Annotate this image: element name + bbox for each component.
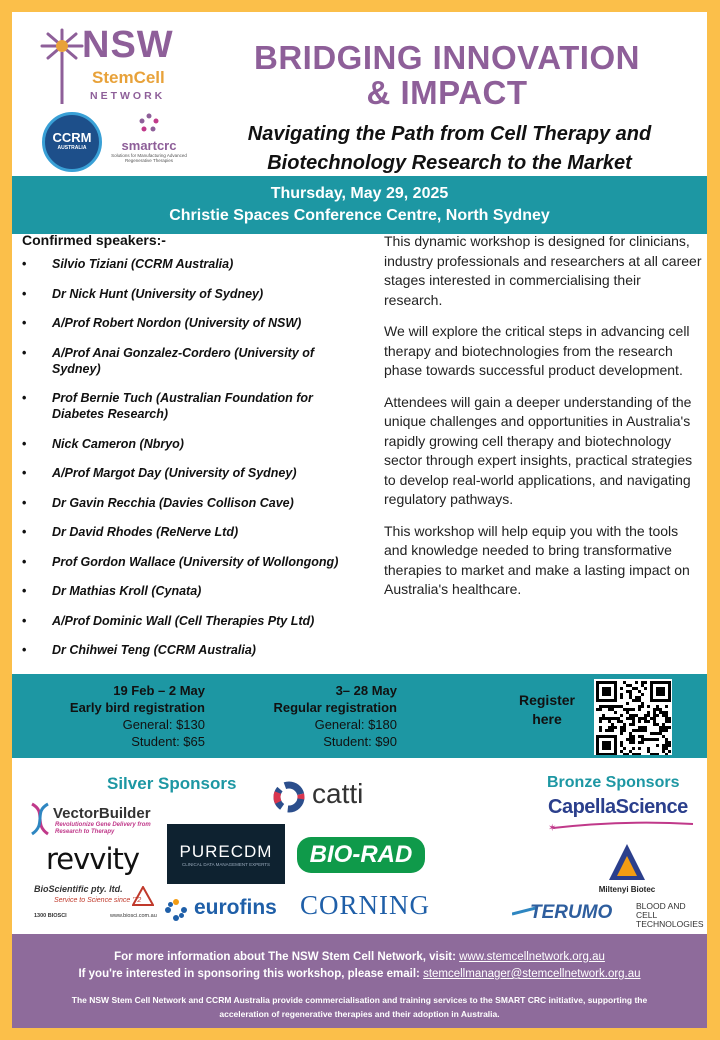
- footer-band: [12, 934, 707, 1028]
- smartcrc-text: smartcrc: [121, 138, 177, 153]
- catti-text: catti: [312, 778, 364, 809]
- bullet-icon: •: [22, 286, 27, 301]
- dna-icon: [27, 802, 53, 836]
- footer-note: The NSW Stem Cell Network and CCRM Australia provide commercialisation and training services to the SMART CRC initiative, supporting the acceleration of regenerative therapies and their adoption in Australia.: [71, 995, 648, 1019]
- capella-swoosh-icon: [548, 818, 698, 832]
- regular-dates: 3– 28 May: [335, 683, 397, 698]
- speaker-name: Dr David Rhodes (ReNerve Ltd): [52, 525, 239, 539]
- bioscientific-web: www.biosci.com.au: [110, 913, 157, 919]
- silver-sponsors-heading: Silver Sponsors: [107, 774, 237, 793]
- sponsor-email-link[interactable]: stemcellmanager@stemcellnetwork.org.au: [423, 968, 641, 980]
- speaker-name: A/Prof Robert Nordon (University of NSW): [52, 316, 302, 330]
- bioscientific-phone: 1300 BIOSCI: [34, 913, 67, 919]
- bullet-icon: •: [22, 584, 27, 598]
- logo-network-text: NETWORK: [90, 90, 166, 102]
- eurofins-text: eurofins: [194, 896, 277, 919]
- capella-science-logo: [548, 796, 698, 836]
- terumo-tag-line-2: TECHNOLOGIES: [636, 919, 704, 929]
- nsw-stemcell-logo: [32, 22, 212, 112]
- vectorbuilder-tag: Revolutionize Gene Delivery from Research to Therapy: [55, 822, 151, 835]
- register-link[interactable]: [512, 691, 582, 729]
- speaker-name: Silvio Tiziani (CCRM Australia): [52, 257, 234, 271]
- smartcrc-logo: [108, 112, 190, 163]
- vectorbuilder-logo: [27, 802, 167, 838]
- eurofins-logo: [164, 896, 289, 924]
- register-line-2: here: [532, 711, 562, 727]
- speaker-item: [22, 465, 362, 481]
- workshop-description: [384, 232, 702, 612]
- bullet-icon: •: [22, 436, 27, 451]
- bioscientific-triangle-icon: [132, 886, 154, 906]
- regular-pricing: [250, 682, 397, 750]
- bronze-sponsors-heading: Bronze Sponsors: [547, 774, 680, 791]
- qr-code-icon: [594, 679, 672, 755]
- footer-sponsor-line: [12, 966, 707, 983]
- early-bird-pricing: [60, 682, 205, 750]
- page-subtitle: [227, 120, 672, 178]
- description-paragraph: This dynamic workshop is designed for clinicians, industry professionals and researchers at all career stages interested in commercialising their research.: [384, 233, 702, 308]
- speaker-name: A/Prof Dominic Wall (Cell Therapies Pty Ltd): [52, 613, 315, 628]
- miltenyi-text: Miltenyi Biotec: [598, 885, 656, 894]
- early-dates: 19 Feb – 2 May: [113, 683, 205, 698]
- corning-logo: CORNING: [300, 890, 431, 920]
- terumo-text: TERUMO: [530, 902, 613, 923]
- early-student-price: Student: $65: [131, 734, 205, 749]
- flyer-page: [12, 12, 707, 1028]
- bullet-icon: •: [22, 554, 27, 569]
- speaker-name: Dr Mathias Kroll (Cynata): [52, 584, 202, 598]
- revvity-logo: revvity: [46, 842, 140, 876]
- speaker-item: [22, 436, 362, 452]
- biorad-logo: BIO-RAD: [297, 837, 425, 873]
- bioscientific-tag: Service to Science since '72: [54, 897, 142, 904]
- speaker-item: [22, 495, 362, 511]
- speakers-section: [22, 232, 362, 672]
- footer-sponsor-text: If you're interested in sponsoring this workshop, please email:: [78, 968, 424, 980]
- purecdm-logo: [167, 824, 285, 884]
- footer-info-line: [12, 949, 707, 966]
- ccrm-logo: [42, 112, 102, 172]
- description-paragraph: This workshop will help equip you with the tools and knowledge needed to bring transformative therapies to market and make a lasting impact on Australia's healthcare.: [384, 522, 690, 597]
- title-line-2: & IMPACT: [366, 74, 528, 111]
- registration-qr-code[interactable]: [594, 679, 672, 755]
- description-paragraph: Attendees will gain a deeper understanding of the unique challenges and opportunities in Australia's rapidly growing cell therapy and biotechnology sector through expert insights, practical strategies to develop real-world applications, and navigating regulatory pathways.: [384, 393, 693, 507]
- catti-logo: [272, 778, 382, 818]
- regular-general-price: General: $180: [314, 717, 397, 732]
- bullet-icon: •: [22, 466, 27, 480]
- catti-ring-icon: [272, 780, 306, 814]
- terumo-tag: [636, 902, 707, 929]
- eurofins-dots-icon: [164, 898, 188, 922]
- speaker-item: [22, 345, 362, 377]
- bullet-icon: •: [22, 525, 27, 539]
- speaker-name: Prof Bernie Tuch (Australian Foundation for Diabetes Research): [52, 391, 313, 421]
- page-title: [242, 40, 652, 110]
- speaker-item: [22, 524, 362, 540]
- speaker-item: [22, 554, 362, 570]
- smartcrc-dots-icon: [138, 112, 160, 134]
- miltenyi-triangle-icon: [607, 842, 647, 882]
- speaker-item: [22, 390, 362, 422]
- footer-contact: [12, 934, 707, 983]
- logo-stemcell-text: StemCell: [92, 68, 165, 87]
- speaker-name: Nick Cameron (Nbryo): [52, 436, 184, 451]
- miltenyi-logo: [587, 842, 667, 894]
- bullet-icon: •: [22, 613, 27, 628]
- bioscientific-logo: [32, 884, 157, 926]
- svg-text:✶: ✶: [548, 823, 557, 832]
- register-line-1: Register: [518, 692, 576, 708]
- purecdm-text: PURECDM: [179, 842, 273, 861]
- event-venue: Christie Spaces Conference Centre, North Sydney: [169, 207, 550, 224]
- regular-label: Regular registration: [273, 700, 397, 715]
- early-label: Early bird registration: [69, 700, 205, 715]
- speaker-name: Prof Gordon Wallace (University of Wollongong): [52, 554, 339, 569]
- speaker-name: A/Prof Margot Day (University of Sydney): [52, 466, 297, 480]
- terumo-logo: [512, 898, 707, 928]
- speaker-name: Dr Gavin Recchia (Davies Collison Cave): [52, 495, 294, 510]
- bullet-icon: •: [22, 316, 27, 330]
- bullet-icon: •: [22, 345, 27, 360]
- event-date: Thursday, May 29, 2025: [270, 185, 449, 202]
- speaker-name: A/Prof Anai Gonzalez-Cordero (University of Sydney): [52, 345, 315, 376]
- subtitle-line-2: Biotechnology Research to the Market: [267, 152, 632, 174]
- bullet-icon: •: [22, 495, 27, 510]
- speakers-heading: Confirmed speakers:-: [22, 232, 166, 248]
- speaker-item: [22, 613, 362, 629]
- capella-text: CapellaScience: [548, 796, 688, 818]
- early-general-price: General: $130: [122, 717, 205, 732]
- pricing-band: [12, 674, 707, 758]
- bioscientific-text: BioScientific pty. ltd.: [34, 884, 123, 894]
- speaker-list: [22, 256, 362, 658]
- description-paragraph: We will explore the critical steps in advancing cell therapy and biotechnologies from the research phase towards successful product development.: [384, 323, 690, 378]
- logo-nsw-text: NSW: [82, 24, 174, 66]
- speaker-item: [22, 583, 362, 599]
- speaker-item: [22, 286, 362, 302]
- bullet-icon: •: [22, 643, 27, 657]
- speaker-name: Dr Nick Hunt (University of Sydney): [52, 286, 264, 301]
- ccrm-logo-text: CCRM: [52, 130, 92, 145]
- bullet-icon: •: [22, 391, 27, 405]
- website-link[interactable]: www.stemcellnetwork.org.au: [459, 951, 605, 963]
- vectorbuilder-text: VectorBuilder: [53, 805, 151, 822]
- title-line-1: BRIDGING INNOVATION: [254, 39, 640, 76]
- footer-info-text: For more information about The NSW Stem Cell Network, visit:: [114, 951, 460, 963]
- terumo-tag-line-1: BLOOD AND CELL: [636, 901, 686, 920]
- regular-student-price: Student: $90: [323, 734, 397, 749]
- purecdm-tag: CLINICAL DATA MANAGEMENT EXPERTS: [181, 862, 271, 867]
- speaker-name: Dr Chihwei Teng (CCRM Australia): [52, 643, 256, 657]
- speaker-item: [22, 642, 362, 658]
- bullet-icon: •: [22, 257, 27, 271]
- speaker-item: [22, 256, 362, 272]
- smartcrc-sub: Solutions for Manufacturing Advanced Regenerative Therapies: [111, 153, 187, 163]
- ccrm-logo-sub: AUSTRALIA: [57, 145, 87, 151]
- event-band: [12, 176, 707, 234]
- subtitle-line-1: Navigating the Path from Cell Therapy and: [247, 123, 652, 145]
- speaker-item: [22, 315, 362, 331]
